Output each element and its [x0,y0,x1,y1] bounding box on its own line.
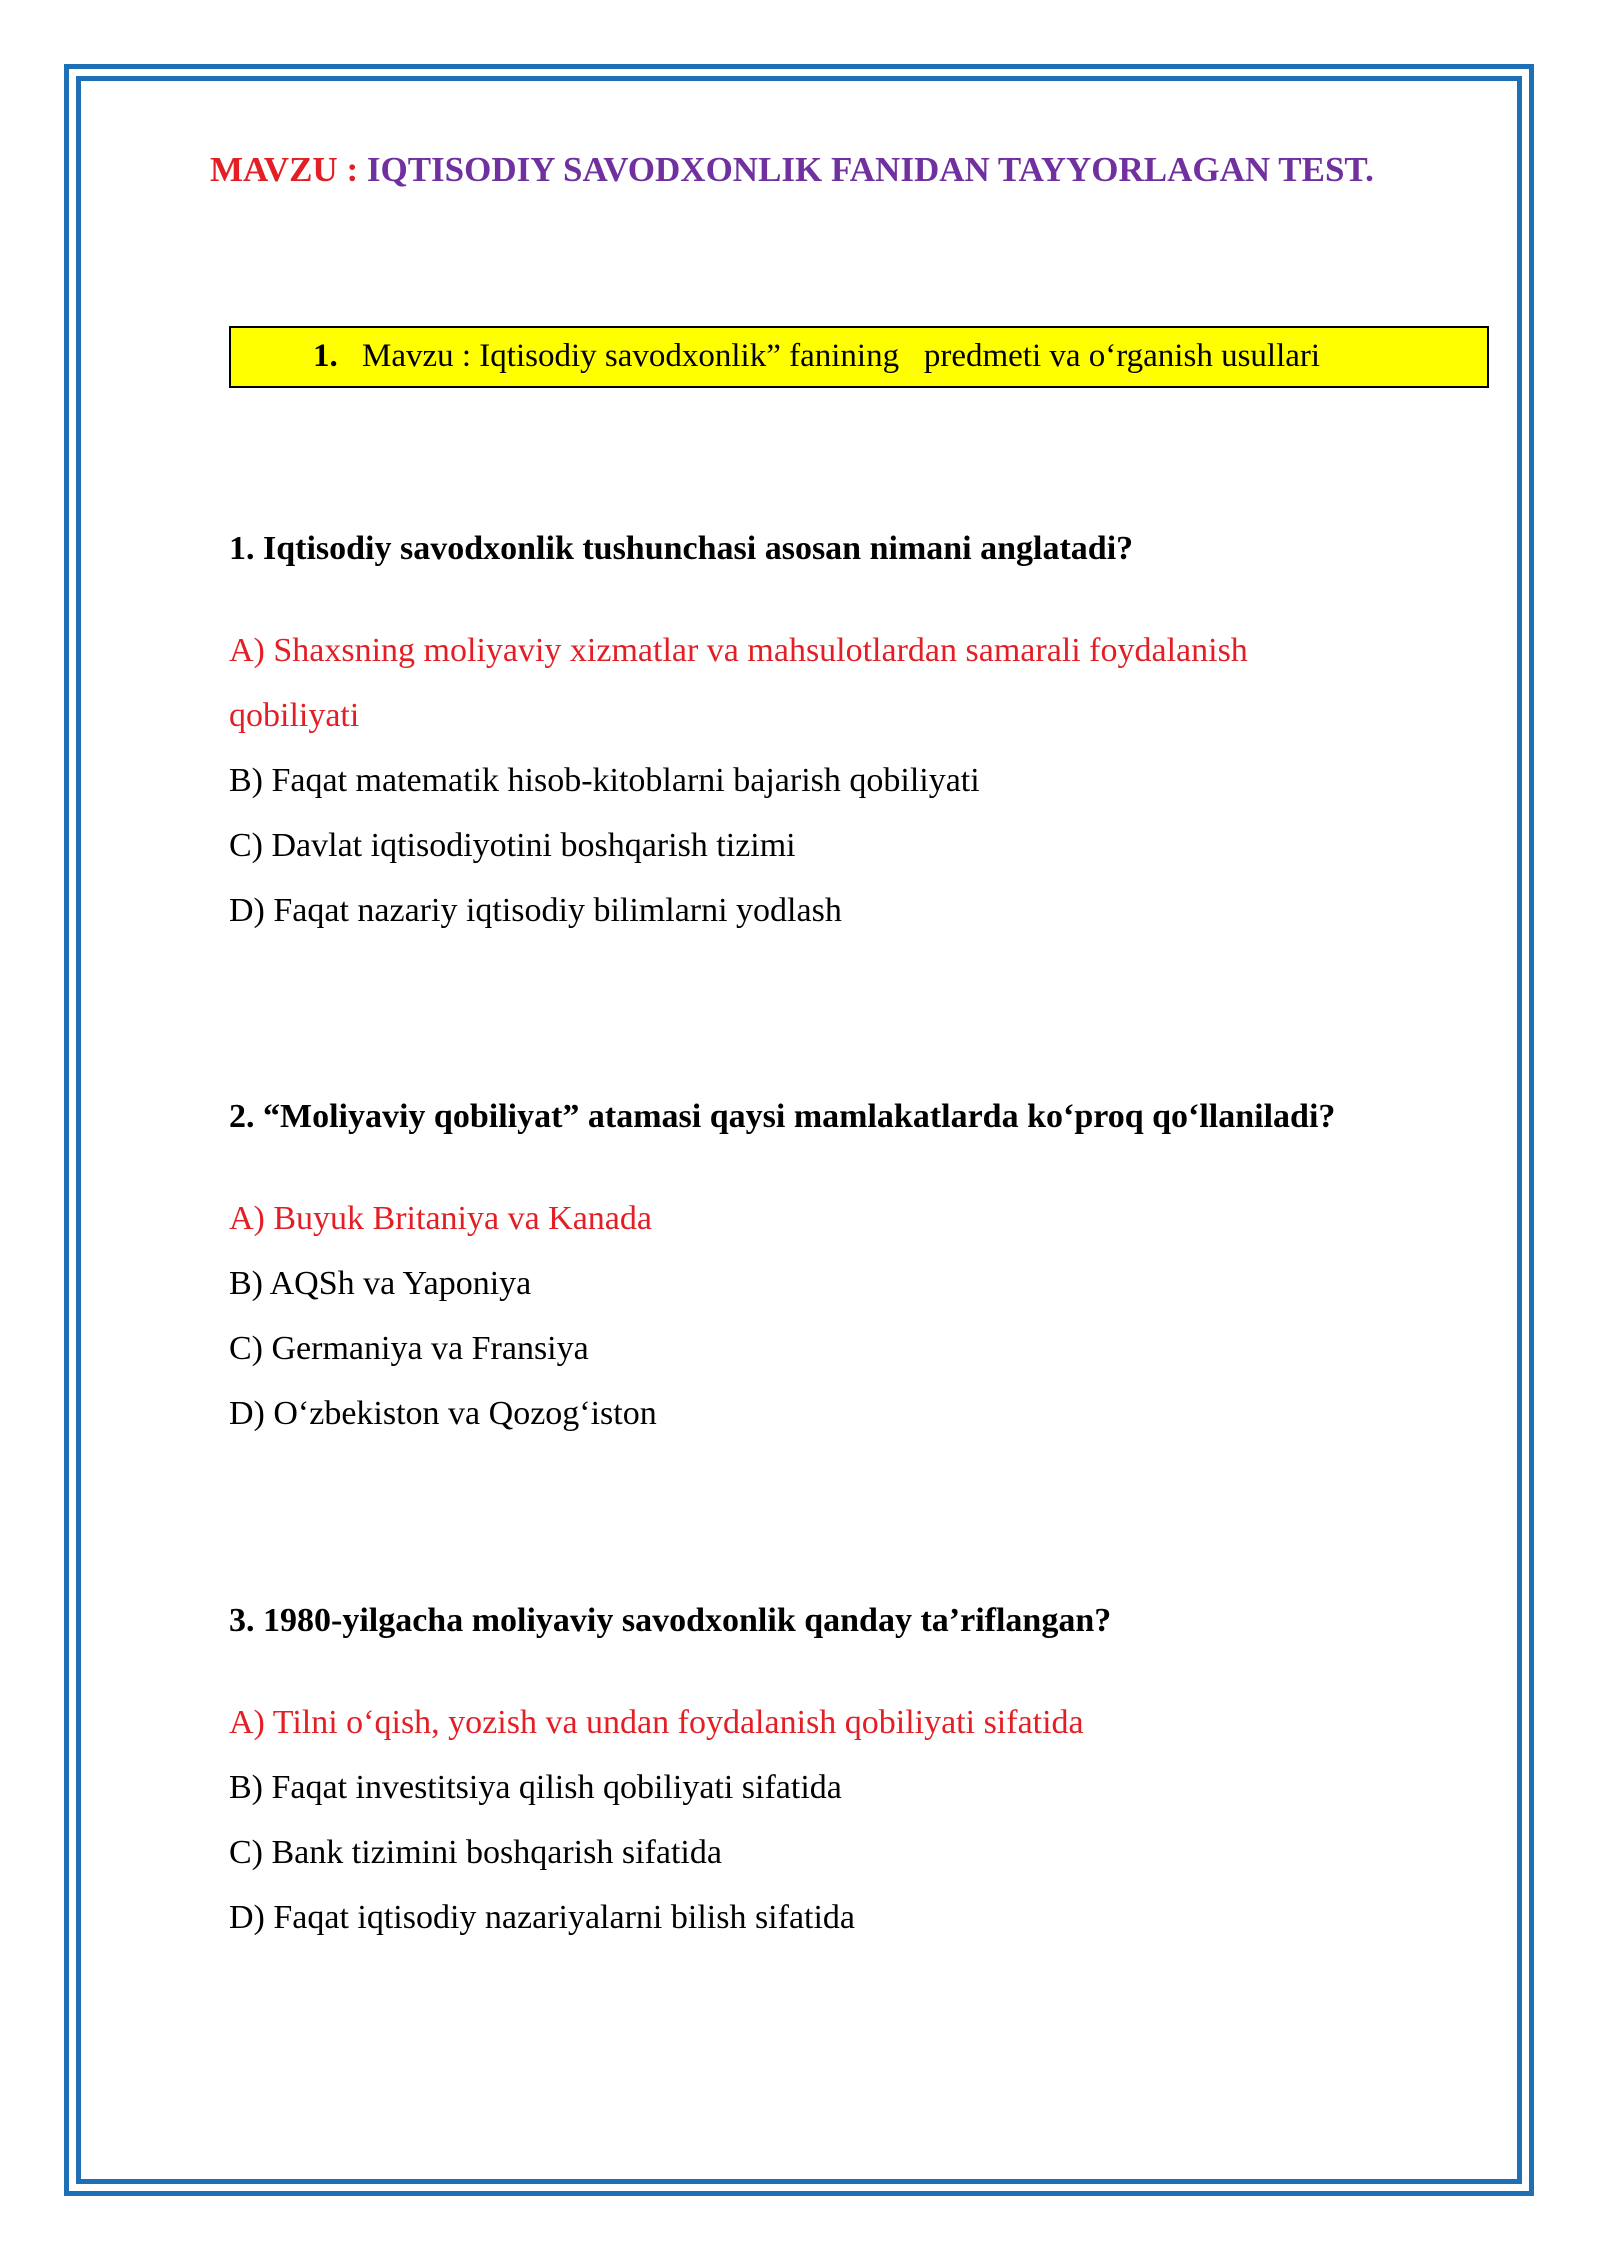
question-3-option-b: B) Faqat investitsiya qilish qobiliyati sifatida [229,1769,842,1806]
question-1-option-c: C) Davlat iqtisodiyotini boshqarish tizimi [229,827,796,864]
question-3-option-c: C) Bank tizimini boshqarish sifatida [229,1834,722,1871]
question-2-option-b: B) AQSh va Yaponiya [229,1265,532,1302]
question-2-option-a: A) Buyuk Britaniya va Kanada [229,1200,652,1237]
topic-title: Mavzu : Iqtisodiy savodxonlik” fanining predmeti va o‘rganish usullari [362,338,1321,374]
topic-box [229,326,1489,388]
question-2-option-d: D) O‘zbekiston va Qozog‘iston [229,1395,657,1432]
question-1-option-d: D) Faqat nazariy iqtisodiy bilimlarni yodlash [229,892,842,929]
question-1: 1. Iqtisodiy savodxonlik tushunchasi asosan nimani anglatadi? [229,530,1134,567]
title-label: MAVZU : [210,150,359,189]
question-1-option-a-continued: qobiliyati [229,697,360,734]
document-title [210,150,1374,190]
question-3-option-a: A) Tilni o‘qish, yozish va undan foydalanish qobiliyati sifatida [229,1704,1084,1741]
question-3: 3. 1980-yilgacha moliyaviy savodxonlik qanday ta’riflangan? [229,1602,1112,1639]
title-text: IQTISODIY SAVODXONLIK FANIDAN TAYYORLAGAN TEST. [366,150,1374,189]
question-1-option-a: A) Shaxsning moliyaviy xizmatlar va mahsulotlardan samarali foydalanish [229,632,1248,669]
question-2-option-c: C) Germaniya va Fransiya [229,1330,589,1367]
question-1-option-b: B) Faqat matematik hisob-kitoblarni bajarish qobiliyati [229,762,980,799]
question-2: 2. “Moliyaviy qobiliyat” atamasi qaysi mamlakatlarda ko‘proq qo‘llaniladi? [229,1098,1336,1135]
topic-number: 1. [313,338,338,374]
question-3-option-d: D) Faqat iqtisodiy nazariyalarni bilish sifatida [229,1899,856,1936]
